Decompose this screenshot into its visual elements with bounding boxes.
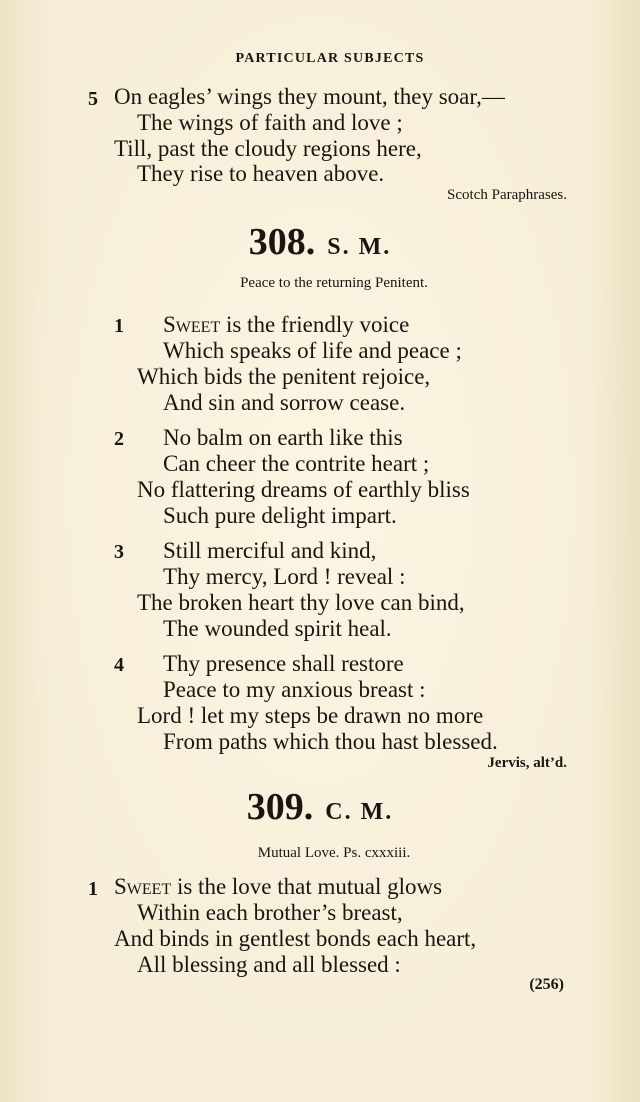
verse-line: No balm on earth like this — [163, 425, 403, 450]
verse-first-rest: is the love that mutual glows — [171, 874, 443, 899]
verse-line — [114, 874, 442, 900]
verse-line: Peace to my anxious breast : — [163, 677, 426, 702]
verse-line: All blessing and all blessed : — [137, 952, 401, 977]
hymn-subtitle: Peace to the returning Penitent. — [240, 275, 428, 291]
verse-line: No flattering dreams of earthly bliss — [137, 477, 470, 502]
verse-line: Which speaks of life and peace ; — [163, 338, 462, 363]
verse-first-rest: is the friendly voice — [220, 312, 410, 337]
verse-line: The wings of faith and love ; — [137, 110, 403, 135]
verse-line: Still merciful and kind, — [163, 538, 377, 563]
hymn-meter: C. M. — [325, 799, 394, 825]
verse-line: Within each brother’s breast, — [137, 900, 403, 925]
attribution: Scotch Paraphrases. — [447, 187, 567, 203]
hymn-subtitle: Mutual Love. Ps. cxxxiii. — [257, 845, 411, 861]
verse-line: And binds in gentlest bonds each heart, — [114, 926, 477, 951]
verse-line: And sin and sorrow cease. — [163, 390, 406, 415]
verse-number: 4 — [114, 654, 124, 676]
verse-line: Which bids the penitent rejoice, — [137, 364, 431, 389]
verse-line: The wounded spirit heal. — [163, 616, 392, 641]
verse-line — [163, 312, 409, 338]
verse-line: On eagles’ wings they mount, they soar,— — [114, 84, 505, 109]
verse-line: Thy presence shall restore — [163, 651, 404, 676]
verse-line: Such pure delight impart. — [163, 503, 397, 528]
verse-number: 1 — [114, 315, 124, 337]
verse-line: From paths which thou hast blessed. — [163, 729, 498, 754]
verse-number: 1 — [88, 878, 98, 900]
verse-line: They rise to heaven above. — [137, 161, 385, 186]
verse-number: 3 — [114, 541, 124, 563]
verse-number: 2 — [114, 428, 124, 450]
verse-line: Lord ! let my steps be drawn no more — [137, 703, 484, 728]
hymn-number: 308. — [248, 221, 316, 263]
verse-number: 5 — [88, 88, 98, 110]
verse-line: Till, past the cloudy regions here, — [114, 136, 422, 161]
running-head: PARTICULAR SUBJECTS — [235, 51, 425, 66]
verse-line: Can cheer the contrite heart ; — [163, 451, 430, 476]
page-number: (256) — [529, 976, 564, 993]
attribution: Jervis, alt’d. — [487, 755, 567, 771]
hymn-meter: S. M. — [327, 234, 392, 260]
hymn-title — [0, 220, 640, 264]
hymn-title — [0, 785, 640, 829]
hymn-number: 309. — [246, 786, 314, 828]
verse-first-word: Sweet — [114, 874, 172, 899]
verse-line: The broken heart thy love can bind, — [137, 590, 465, 615]
verse-first-word: Sweet — [163, 312, 221, 337]
verse-line: Thy mercy, Lord ! reveal : — [163, 564, 406, 589]
